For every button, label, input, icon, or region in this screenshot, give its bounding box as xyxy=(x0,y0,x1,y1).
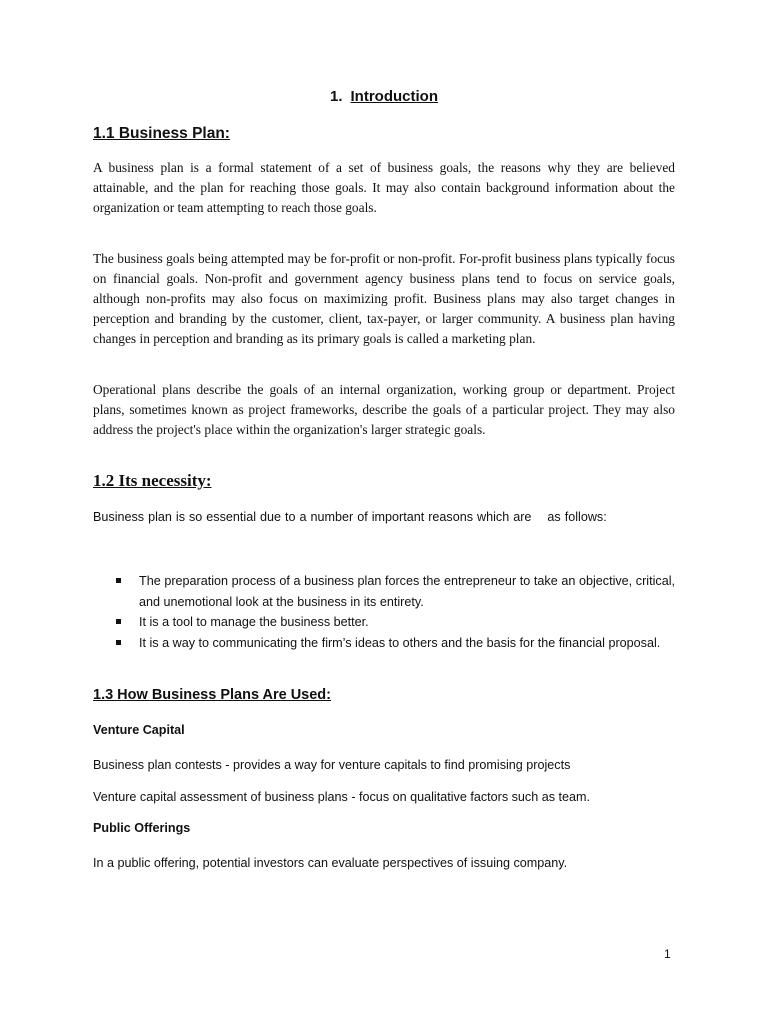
venture-item: Business plan contests - provides a way for venture capitals to find promising projects xyxy=(93,758,571,772)
title-number: 1. xyxy=(330,88,343,105)
section-heading-business-plan: 1.1 Business Plan: xyxy=(93,125,230,142)
necessity-bullet-list xyxy=(93,571,675,653)
square-bullet-icon xyxy=(116,640,121,645)
list-item xyxy=(93,571,675,612)
page-number: 1 xyxy=(664,947,671,961)
title-text: Introduction xyxy=(350,88,438,105)
list-item xyxy=(93,633,675,654)
square-bullet-icon xyxy=(116,578,121,583)
public-offering-item: In a public offering, potential investors can evaluate perspectives of issuing company. xyxy=(93,856,568,870)
paragraph: The business goals being attempted may be for-profit or non-profit. For-profit business plans typically focus on financial goals. Non-profit and government agency business plans tend to focus on service goals, although non-profits may also focus on maximizing profit. Business plans may also target changes in perception and branding by the customer, client, tax-payer, or larger community. A business plan having changes in perception and branding as its primary goals is called a marketing plan. xyxy=(93,251,675,346)
section-heading-usage: 1.3 How Business Plans Are Used: xyxy=(93,687,331,703)
paragraph: A business plan is a formal statement of a set of business goals, the reasons why they are believed attainable, and the plan for reaching those goals. It may also contain background information about the organization or team attempting to reach those goals. xyxy=(93,160,675,215)
paragraph: Operational plans describe the goals of an internal organization, working group or department. Project plans, sometimes known as project frameworks, describe the goals of a particular project. They may also address the project's place within the organization's larger strategic goals. xyxy=(93,382,675,437)
subheading-venture-capital: Venture Capital xyxy=(93,723,185,737)
list-item xyxy=(93,612,675,633)
list-item-text: It is a tool to manage the business better. xyxy=(139,615,369,629)
list-item-text: The preparation process of a business plan forces the entrepreneur to take an objective, critical, and unemotional look at the business in its entirety. xyxy=(139,574,675,609)
list-item-text: It is a way to communicating the firm’s ideas to others and the basis for the financial proposal. xyxy=(139,635,661,650)
page-title xyxy=(0,88,768,105)
square-bullet-icon xyxy=(116,619,121,624)
necessity-intro: Business plan is so essential due to a number of important reasons which are as follows: xyxy=(93,510,607,524)
subheading-public-offerings: Public Offerings xyxy=(93,821,191,835)
venture-item: Venture capital assessment of business plans - focus on qualitative factors such as team. xyxy=(93,790,591,804)
section-heading-necessity: 1.2 Its necessity: xyxy=(93,471,212,490)
